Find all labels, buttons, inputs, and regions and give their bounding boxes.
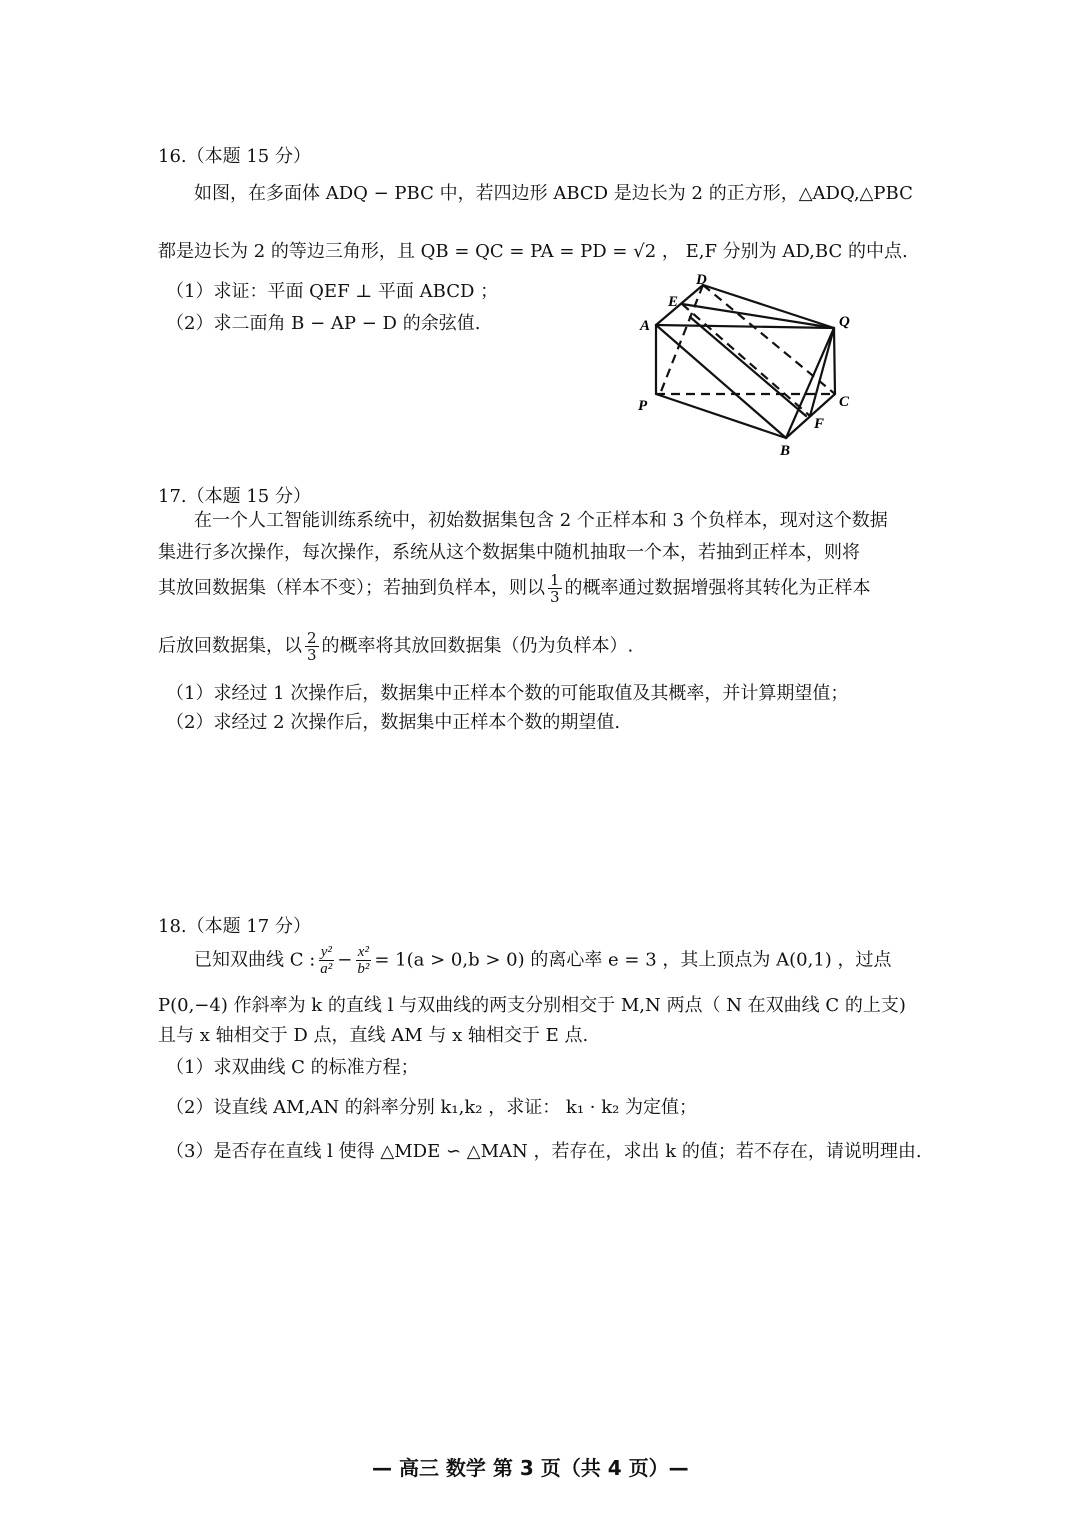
q17-part-2: （2）求经过 2 次操作后，数据集中正样本个数的期望值. — [166, 712, 621, 733]
q18-fraction-y2-a2 — [318, 944, 334, 977]
edge-QC — [834, 328, 835, 394]
edge-DP-dashed — [660, 285, 703, 394]
q17-fraction-one-third — [548, 572, 562, 605]
label-D: D — [696, 272, 707, 288]
label-E: E — [668, 294, 679, 310]
q17-line-4 — [158, 630, 633, 663]
q18-fraction-x2-b2 — [355, 944, 371, 977]
edge-DC-dashed — [703, 285, 835, 394]
q16-line-2: 都是边长为 2 的等边三角形，且 QB = QC = PA = PD = √2 ， E,F 分别为 AD,BC 的中点. — [158, 241, 908, 262]
q16-header: 16.（本题 15 分） — [158, 146, 311, 167]
q17-header: 17.（本题 15 分） — [158, 486, 311, 507]
q17-line-2: 集进行多次操作，每次操作，系统从这个数据集中随机抽取一个本，若抽到正样本，则将 — [158, 542, 860, 563]
q18-line-1-b: = 1(a > 0,b > 0) 的离心率 e = 3 ，其上顶点为 A(0,1) ，过点 — [374, 949, 892, 971]
q18-part-1: （1）求双曲线 C 的标准方程； — [166, 1057, 419, 1078]
label-B: B — [780, 443, 791, 459]
q18-line-1 — [194, 944, 892, 977]
edge-AQ — [656, 325, 834, 328]
q18-part-3: （3）是否存在直线 l 使得 △MDE ∽ △MAN ，若存在，求出 k 的值；若不存在，请说明理由. — [166, 1141, 922, 1162]
q18-line-3: 且与 x 轴相交于 D 点，直线 AM 与 x 轴相交于 E 点. — [158, 1025, 589, 1046]
q17-line-3-a: 其放回数据集（样本不变）；若抽到负样本，则以 — [158, 577, 545, 599]
label-C: C — [839, 394, 850, 410]
q17-part-1: （1）求经过 1 次操作后，数据集中正样本个数的可能取值及其概率，并计算期望值； — [166, 683, 849, 704]
q18-header: 18.（本题 17 分） — [158, 916, 311, 937]
frac-num: y² — [320, 944, 332, 960]
q17-line-4-a: 后放回数据集，以 — [158, 635, 302, 657]
edge-PB — [656, 394, 786, 438]
q17-fraction-two-thirds — [305, 630, 319, 663]
frac-den: 3 — [307, 646, 317, 664]
q16-part-2: （2）求二面角 B − AP − D 的余弦值. — [166, 313, 481, 334]
q18-line-2: P(0,−4) 作斜率为 k 的直线 l 与双曲线的两支分别相交于 M,N 两点（ N 在双曲线 C 的上支) — [158, 995, 906, 1016]
frac-num: 2 — [307, 629, 317, 647]
q16-part-1: （1）求证：平面 QEF ⊥ 平面 ABCD ； — [166, 281, 499, 302]
label-P: P — [638, 398, 648, 414]
frac-den: 3 — [550, 588, 560, 606]
label-F: F — [814, 416, 825, 432]
q18-part-2: （2）设直线 AM,AN 的斜率分别 k₁,k₂ ，求证： k₁ · k₂ 为定值； — [166, 1097, 698, 1118]
diag-inner-solid — [690, 317, 806, 416]
q17-line-1: 在一个人工智能训练系统中，初始数据集包含 2 个正样本和 3 个负样本，现对这个数据 — [194, 510, 888, 531]
q17-line-4-b: 的概率将其放回数据集（仍为负样本）. — [321, 635, 634, 657]
q16-figure — [630, 270, 870, 465]
frac-num: 1 — [550, 571, 560, 589]
edge-DQ — [703, 285, 834, 328]
label-A: A — [640, 318, 651, 334]
q18-minus: − — [337, 949, 353, 971]
label-Q: Q — [839, 314, 850, 330]
frac-den: a² — [320, 961, 333, 977]
edge-BQ — [786, 328, 834, 438]
q17-line-3-b: 的概率通过数据增强将其转化为正样本 — [564, 577, 871, 599]
q18-line-1-a: 已知双曲线 C : — [194, 949, 316, 971]
q16-line-1: 如图，在多面体 ADQ − PBC 中，若四边形 ABCD 是边长为 2 的正方形，△ADQ,△PBC — [194, 183, 913, 204]
frac-den: b² — [357, 961, 370, 977]
q17-line-3 — [158, 572, 871, 605]
frac-num: x² — [357, 944, 369, 960]
page-footer: — 高三 数学 第 3 页（共 4 页）— — [372, 1456, 689, 1480]
